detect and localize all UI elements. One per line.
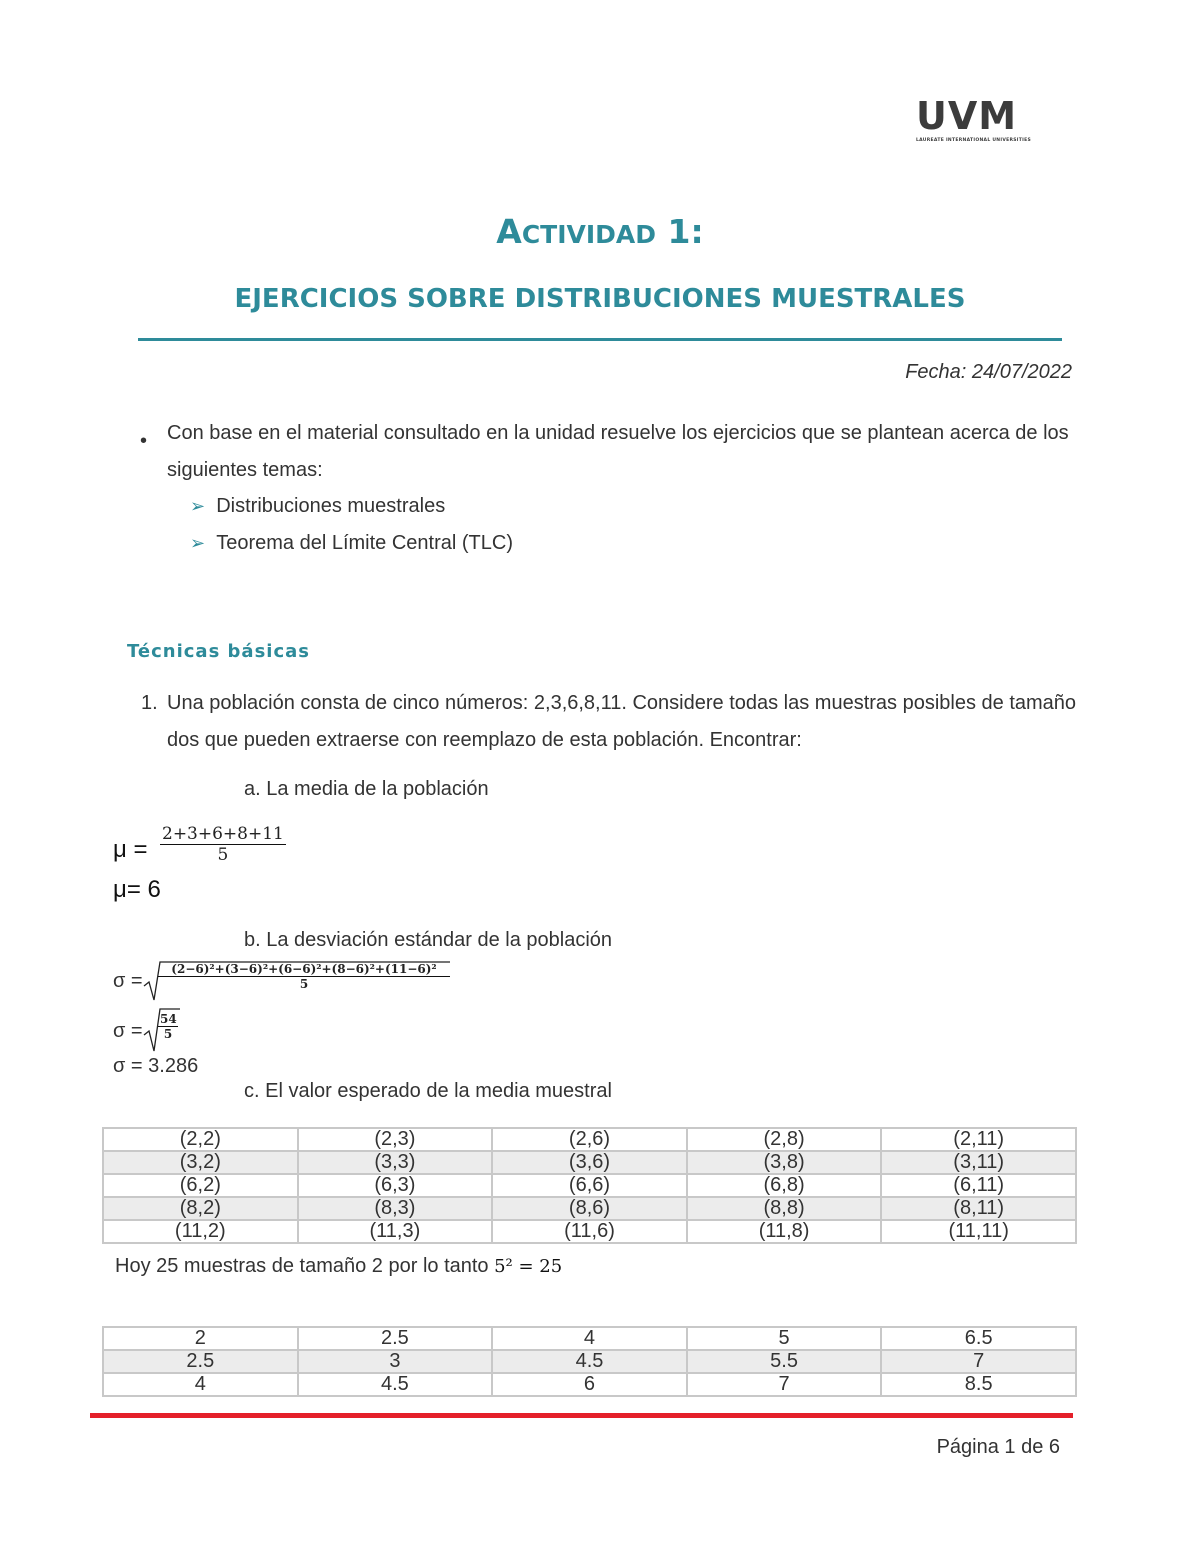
sample-means-table (102, 1326, 1077, 1397)
table-cell: 4 (103, 1373, 298, 1396)
uvm-logo (916, 96, 1038, 148)
table-cell: (3,2) (103, 1151, 298, 1174)
table-cell: 3 (298, 1350, 493, 1373)
table-cell: (8,8) (687, 1197, 882, 1220)
table-row (103, 1220, 1076, 1243)
bullet-icon: • (140, 430, 148, 452)
mu-denominator: 5 (217, 845, 229, 865)
table-cell: 6 (492, 1373, 687, 1396)
table-cell: 4 (492, 1327, 687, 1350)
sigma-fraction-simplified (158, 1012, 178, 1041)
question-number: 1. (141, 692, 158, 714)
table-cell: (3,11) (881, 1151, 1076, 1174)
mu-numerator: 2+3+6+8+11 (162, 824, 284, 844)
table-cell: 5 (687, 1327, 882, 1350)
table-cell: 2.5 (298, 1327, 493, 1350)
table-cell: 2.5 (103, 1350, 298, 1373)
question-text: Una población consta de cinco números: 2,3,6,8,11. Considere todas las muestras posibles de tamaño dos que pueden extraerse con reemplazo de esta población. Encontrar: (167, 692, 1077, 751)
sigma-result: σ = 3.286 (113, 1055, 199, 1077)
table-cell: (6,8) (687, 1174, 882, 1197)
title-number: 1: (656, 212, 704, 251)
table-cell: (6,3) (298, 1174, 493, 1197)
sigma-numerator: 54 (160, 1012, 177, 1026)
table-cell: 7 (881, 1350, 1076, 1373)
table-cell: (3,3) (298, 1151, 493, 1174)
table-row (103, 1197, 1076, 1220)
title-divider (138, 338, 1062, 341)
table-row (103, 1174, 1076, 1197)
table-cell: (2,8) (687, 1128, 882, 1151)
mu-label: μ = (113, 836, 148, 863)
samples-note (115, 1255, 562, 1278)
table-cell: 2 (103, 1327, 298, 1350)
topic-item (190, 488, 445, 525)
table-cell: (6,2) (103, 1174, 298, 1197)
page-title (0, 212, 1200, 251)
samples-formula: 5² = 25 (494, 1256, 563, 1277)
arrow-bullet-icon: ➢ (190, 533, 206, 553)
section-title: Técnicas básicas (127, 641, 310, 662)
table-cell: (11,11) (881, 1220, 1076, 1243)
sigma-fraction (158, 962, 450, 991)
samples-table (102, 1127, 1077, 1244)
table-cell: (6,11) (881, 1174, 1076, 1197)
sigma-label: σ = (113, 1020, 143, 1042)
table-cell: (3,8) (687, 1151, 882, 1174)
sigma-denominator: 5 (299, 977, 309, 991)
table-cell: 4.5 (298, 1373, 493, 1396)
table-cell: 4.5 (492, 1350, 687, 1373)
table-row (103, 1327, 1076, 1350)
page-subtitle: EJERCICIOS SOBRE DISTRIBUCIONES MUESTRALES (234, 284, 966, 314)
table-cell: (2,2) (103, 1128, 298, 1151)
question-part-a: a. La media de la población (244, 778, 489, 800)
topic-item (190, 525, 513, 562)
sigma-label: σ = (113, 970, 143, 992)
table-cell: (11,2) (103, 1220, 298, 1243)
table-cell: (8,6) (492, 1197, 687, 1220)
table-row (103, 1151, 1076, 1174)
table-cell: (8,2) (103, 1197, 298, 1220)
table-cell: (11,3) (298, 1220, 493, 1243)
table-cell: (11,6) (492, 1220, 687, 1243)
table-cell: 6.5 (881, 1327, 1076, 1350)
sigma-numerator: (2−6)²+(3−6)²+(6−6)²+(8−6)²+(11−6)² (158, 962, 450, 977)
table-cell: (2,6) (492, 1128, 687, 1151)
table-cell: (6,6) (492, 1174, 687, 1197)
intro-paragraph: Con base en el material consultado en la unidad resuelve los ejercicios que se plantean acerca de los siguientes temas: (167, 422, 1069, 481)
logo-text: UVM (916, 94, 1018, 138)
table-cell: (3,6) (492, 1151, 687, 1174)
date-label: Fecha: 24/07/2022 (905, 361, 1072, 383)
table-cell: 5.5 (687, 1350, 882, 1373)
question-part-b: b. La desviación estándar de la población (244, 929, 613, 951)
table-row (103, 1373, 1076, 1396)
table-cell: 8.5 (881, 1373, 1076, 1396)
table-cell: 7 (687, 1373, 882, 1396)
table-cell: (2,11) (881, 1128, 1076, 1151)
mu-result: μ= 6 (113, 876, 161, 903)
title-first-letter: A (496, 212, 522, 251)
question-part-c: c. El valor esperado de la media muestral (244, 1080, 612, 1102)
table-row (103, 1350, 1076, 1373)
title-rest: CTIVIDAD (521, 220, 657, 249)
arrow-bullet-icon: ➢ (190, 496, 206, 516)
table-row (103, 1128, 1076, 1151)
topic-label: Teorema del Límite Central (TLC) (216, 532, 513, 554)
table-cell: (2,3) (298, 1128, 493, 1151)
mu-fraction (160, 824, 286, 865)
page-number: Página 1 de 6 (936, 1436, 1060, 1458)
topic-label: Distribuciones muestrales (216, 495, 446, 517)
table-cell: (8,11) (881, 1197, 1076, 1220)
table-cell: (11,8) (687, 1220, 882, 1243)
logo-subtitle: LAUREATE INTERNATIONAL UNIVERSITIES (916, 138, 1032, 143)
footer-divider (90, 1413, 1073, 1418)
table-cell: (8,3) (298, 1197, 493, 1220)
samples-note-text: Hoy 25 muestras de tamaño 2 por lo tanto (115, 1255, 495, 1277)
sigma-denominator: 5 (163, 1027, 173, 1041)
